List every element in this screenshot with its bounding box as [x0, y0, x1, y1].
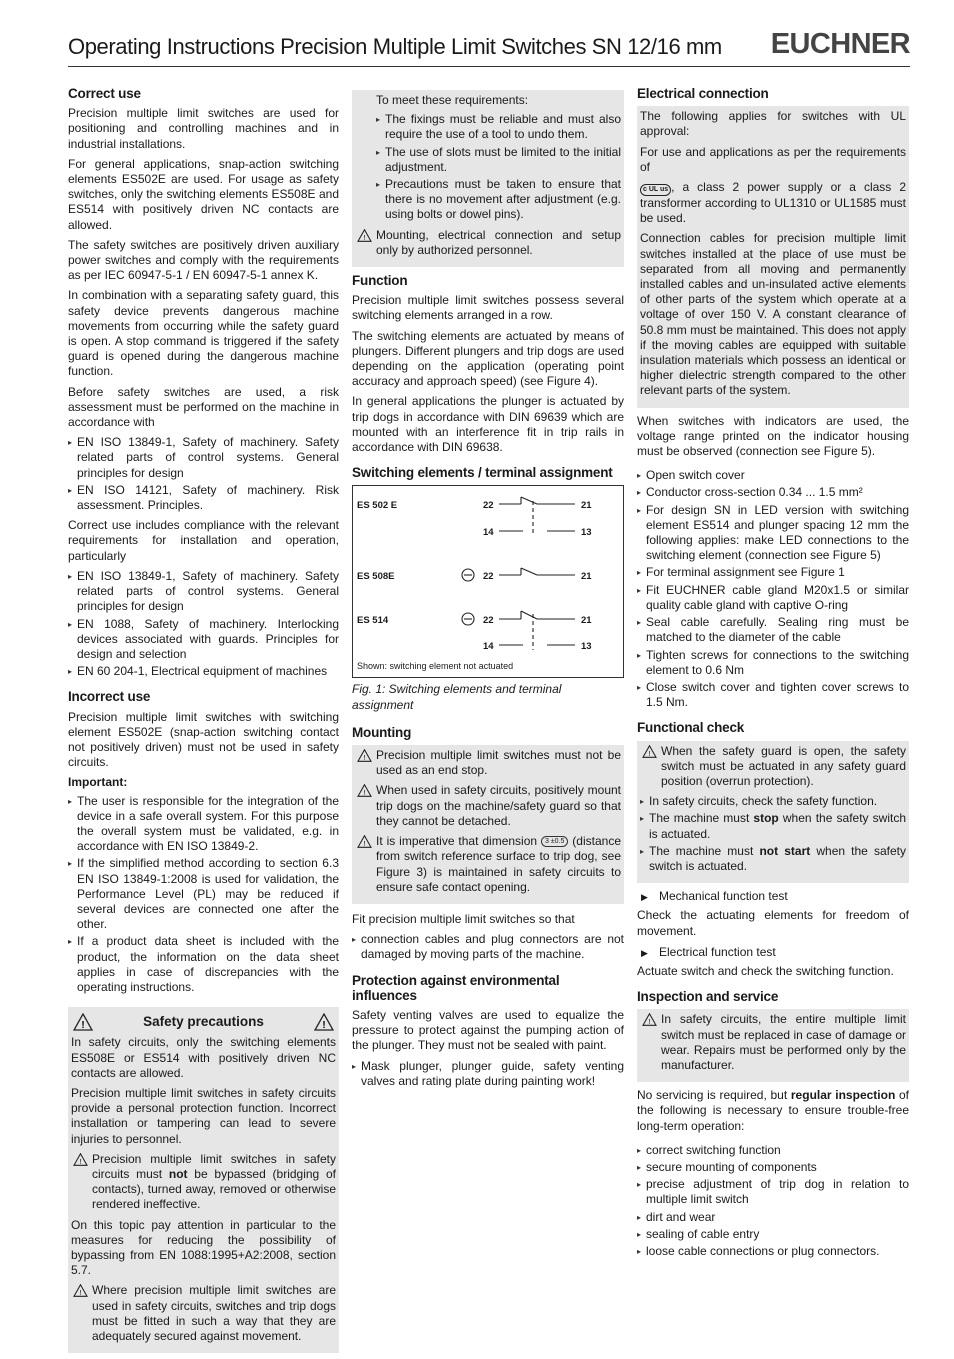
- requirements-intro: To meet these requirements:: [376, 93, 529, 107]
- warning-note: [71, 1152, 336, 1213]
- requirements-box: [352, 90, 624, 267]
- inspection-list: [637, 1143, 909, 1259]
- svg-text:!: !: [363, 232, 366, 242]
- electrical-list: [637, 468, 909, 710]
- paragraph: Correct use includes compliance with the relevant requirements for installation and operation, particularly: [68, 518, 339, 563]
- paragraph: Precision multiple limit switches with switching element ES502E (snap-action switching contact not positively driven) must not be used in safety circuits.: [68, 709, 339, 770]
- warning-icon: [73, 1153, 88, 1166]
- safety-precautions-box: [68, 1007, 339, 1353]
- paragraph: In general applications the plunger is actuated by trip dogs in accordance with DIN 69639 which are mounted with an interference fit in trip rails in accordance with DIN 69638.: [352, 394, 624, 455]
- list-item: ▸ EN 60 204-1, Electrical equipment of machines: [68, 664, 339, 679]
- list-item: ▸ Open switch cover: [637, 468, 909, 483]
- terminal-21: 21: [581, 571, 592, 583]
- list-emphasis: not start: [759, 843, 811, 858]
- warning-text: When the safety guard is open, the safety switch must be actuated in any safety guard position (overrun protection).: [661, 743, 906, 788]
- inspection-box: [637, 1009, 909, 1082]
- warning-text: Precision multiple limit switches must not be used as an end stop.: [376, 748, 621, 778]
- paragraph: Connection cables for precision multiple limit switches installed at the place of use must be separated from all moving and permanently installed cables and un-insulated active elements of other parts of the system which operate at a voltage of over 150 V. A constant clearance of 50.8 mm must be maintained. This does not apply if the moving cables are equipped with suitable insulation materials which possess an identical or higher dielectric strength compared to the other relevant parts of the system.: [640, 231, 906, 398]
- paragraph: In combination with a separating safety guard, this safety device prevents dangerous machine movements from occurring while the safety guard is open. A stop command is triggered if the safety guard is opened during the dangerous machine function.: [68, 288, 339, 379]
- paragraph-text: of the following is necessary to ensure trouble-free long-term operation:: [637, 1088, 909, 1133]
- paragraph: For use and applications as per the requirements of: [640, 144, 906, 174]
- list-text: The machine must: [649, 811, 754, 826]
- correct-use-heading: Correct use: [68, 86, 141, 101]
- list-item: ▸ In safety circuits, check the safety function.: [640, 794, 906, 809]
- list-item: ▸ connection cables and plug connectors are not damaged by moving parts of the machine.: [352, 932, 624, 962]
- euchner-logo: EUCHNER: [770, 28, 910, 60]
- terminal-13: 13: [581, 641, 592, 653]
- warning-text: Precision multiple limit switches in safety circuits must: [92, 1151, 336, 1181]
- terminal-14: 14: [483, 641, 494, 653]
- terminal-14: 14: [483, 527, 494, 539]
- paragraph: [640, 180, 906, 226]
- list-item: ▸ The user is responsible for the integration of the device in a safe overall system. For this purpose the overall system must be validated, e.g. in accordance with EN ISO 13849-2.: [68, 794, 339, 855]
- svg-text:!: !: [81, 1020, 85, 1032]
- warning-note: [640, 744, 906, 790]
- paragraph: In safety circuits, only the switching elements ES508E or ES514 with positively driven NC contacts are allowed.: [71, 1035, 336, 1080]
- svg-text:!: !: [648, 748, 651, 758]
- terminal-13: 13: [581, 527, 592, 539]
- list-emphasis: stop: [753, 811, 779, 826]
- list-item: ▸ loose cable connections or plug connectors.: [637, 1244, 909, 1259]
- terminal-21: 21: [581, 615, 592, 627]
- svg-text:!: !: [363, 752, 366, 762]
- functional-check-list: [640, 794, 906, 874]
- warning-note: [355, 783, 621, 829]
- paragraph: The following applies for switches with UL approval:: [640, 109, 906, 139]
- function-heading: Function: [352, 273, 408, 289]
- switching-diagram: [352, 485, 624, 678]
- list-item: ▸ correct switching function: [637, 1143, 909, 1158]
- list-item: ▸ Tighten screws for connections to the switching element to 0.6 Nm: [637, 648, 909, 678]
- column-middle: [352, 92, 624, 1099]
- warning-icon: [73, 1013, 93, 1031]
- functional-check-section: [637, 720, 909, 979]
- list-item: ▸ Mask plunger, plunger guide, safety venting valves and rating plate during painting work!: [352, 1059, 624, 1089]
- svg-text:!: !: [648, 1017, 651, 1027]
- es514-label: ES 514: [357, 615, 389, 627]
- warning-icon: [357, 749, 372, 762]
- terminal-22: 22: [483, 500, 494, 512]
- important-label: Important:: [68, 775, 128, 790]
- paragraph: When switches with indicators are used, the voltage range printed on the indicator housing must be observed (connection see Figure 5).: [637, 413, 909, 459]
- list-item: ▸ dirt and wear: [637, 1210, 909, 1225]
- column-right: [637, 86, 909, 1269]
- list-item: ▸ precise adjustment of trip dog in relation to multiple limit switch: [637, 1177, 909, 1207]
- important-list: [68, 794, 339, 996]
- warning-icon: [357, 835, 372, 848]
- warning-note: [355, 228, 621, 258]
- warning-text: When used in safety circuits, positively mount trip dogs on the machine/safety guard so that they cannot be detached.: [376, 783, 621, 828]
- list-item: ▸ secure mounting of components: [637, 1160, 909, 1175]
- electrical-section: [637, 86, 909, 710]
- list-item: ▸ The fixings must be reliable and must also require the use of a tool to undo them.: [376, 112, 621, 142]
- paragraph: For general applications, snap-action switching elements ES502E are used. For usage as safety switches, only the switching elements ES508E and ES514 with positively driven NC contacts are allowed.: [68, 156, 339, 232]
- protection-section: [352, 973, 624, 1089]
- list-item: ▸ The use of slots must be limited to the initial adjustment.: [376, 145, 621, 175]
- contact-schematic: [353, 486, 623, 661]
- electrical-heading: Electrical connection: [637, 86, 769, 101]
- warning-text: In safety circuits, the entire multiple limit switch must be replaced in case of damage or wear. Repairs must be performed only by the manufacturer.: [661, 1012, 906, 1072]
- warning-note: [640, 1012, 906, 1073]
- warning-text: be bypassed (bridging of contacts), turned away, removed or otherwise rendered ineffective.: [92, 1167, 336, 1212]
- paragraph: Safety venting valves are used to equalize the pressure to protect against the pumping action of the plunger. They must not be sealed with paint.: [352, 1007, 624, 1053]
- list-text: when the safety switch is actuated.: [649, 811, 906, 841]
- protection-heading: Protection against environmental influences: [352, 972, 560, 1003]
- dimension-symbol: 3 ±0.5: [541, 836, 568, 847]
- incorrect-use-section: [68, 689, 339, 995]
- paragraph: [637, 1088, 909, 1134]
- terminal-22: 22: [483, 571, 494, 583]
- svg-text:!: !: [79, 1288, 82, 1298]
- list-item: ▸ Seal cable carefully. Sealing ring must be matched to the diameter of the cable: [637, 615, 909, 645]
- protection-list: [352, 1059, 624, 1089]
- mounting-list: [352, 932, 624, 962]
- list-item: ▸ If the simplified method according to section 6.3 EN ISO 13849-1:2008 is used for validation, the Performance Level (PL) may be reduced if several devices are connected one after the other.: [68, 856, 339, 932]
- warning-text: (distance from switch reference surface to trip dog, see Figure 3) is maintained in safety circuits to ensure safe contact opening.: [376, 834, 621, 894]
- list-text: The machine must: [649, 843, 760, 858]
- list-item: ▸ Conductor cross-section 0.34 ... 1.5 mm²: [637, 485, 909, 500]
- inspection-section: [637, 989, 909, 1259]
- diagram-note: Shown: switching element not actuated: [357, 661, 514, 672]
- paragraph: On this topic pay attention in particular to the measures for reducing the possibility of bypassing from EN 1088:1995+A2:2008, section 5.7.: [71, 1217, 336, 1278]
- mechanical-test-step: ▶ Mechanical function test: [637, 889, 909, 904]
- list-item: ▸ Precautions must be taken to ensure that there is no movement after adjustment (e.g. using bolts or dowel pins).: [376, 177, 621, 223]
- requirements-list: [355, 112, 621, 222]
- es502e-label: ES 502 E: [357, 500, 398, 512]
- list-text: when the safety switch is actuated.: [649, 843, 907, 873]
- function-section: [352, 273, 624, 455]
- warning-icon: [642, 745, 657, 758]
- page-title: Operating Instructions Precision Multiple Limit Switches SN 12/16 mm: [68, 34, 722, 59]
- warning-text: Where precision multiple limit switches are used in safety circuits, switches and trip dogs must be fitted in such a way that they are adequately secured against movement.: [92, 1283, 336, 1344]
- ul-mark-icon: c UL us: [640, 184, 671, 196]
- terminal-22: 22: [483, 615, 494, 627]
- safety-precautions-header: [71, 1010, 336, 1035]
- terminal-21: 21: [581, 500, 592, 512]
- paragraph: Actuate switch and check the switching function.: [637, 963, 894, 978]
- warning-note: [355, 834, 621, 895]
- list-item: [640, 844, 906, 874]
- warning-text: Mounting, electrical connection and setup only by authorized personnel.: [376, 227, 621, 257]
- list-item: ▸ For terminal assignment see Figure 1: [637, 565, 909, 580]
- warning-icon: [357, 229, 372, 242]
- list-item: ▸ For design SN in LED version with switching element ES514 and plunger spacing 12 mm the following applies: make LED connections to the switching element (connection see Figure 5): [637, 503, 909, 564]
- paragraph: Precision multiple limit switches possess several switching elements arranged in a row.: [352, 293, 624, 323]
- svg-text:!: !: [79, 1156, 82, 1166]
- standards-list: [68, 569, 339, 679]
- warning-icon: [314, 1013, 334, 1031]
- warning-note: [355, 748, 621, 778]
- list-item: ▸ EN ISO 13849-1, Safety of machinery. Safety related parts of control systems. General principles for design: [68, 435, 339, 481]
- switching-heading: Switching elements / terminal assignment: [352, 465, 613, 481]
- svg-text:!: !: [322, 1020, 326, 1032]
- list-item: ▸ EN ISO 13849-1, Safety of machinery. Safety related parts of control systems. General principles for design: [68, 569, 339, 615]
- mounting-heading: Mounting: [352, 724, 412, 740]
- warning-text: It is imperative that dimension: [376, 834, 541, 849]
- paragraph: The switching elements are actuated by means of plungers. Different plungers and trip dogs are used depending on the application (operating point accuracy and approach speed) (see Figure 4).: [352, 328, 624, 389]
- switching-section: [352, 465, 624, 713]
- correct-use-section: [68, 86, 339, 679]
- paragraph: Check the actuating elements for freedom of movement.: [637, 908, 909, 938]
- ul-approval-box: [637, 106, 909, 407]
- svg-text:!: !: [363, 788, 366, 798]
- column-left: [68, 86, 339, 1359]
- safety-precautions-heading: Safety precautions: [143, 1014, 264, 1030]
- warning-emphasis: not: [168, 1167, 188, 1181]
- warning-icon: [73, 1284, 88, 1297]
- list-item: ▸ Fit EUCHNER cable gland M20x1.5 or similar quality cable gland with captive O-ring: [637, 583, 909, 613]
- list-item: ▸ EN 1088, Safety of machinery. Interlocking devices associated with guards. Principles for design and selection: [68, 617, 339, 663]
- functional-check-heading: Functional check: [637, 720, 745, 736]
- paragraph: Fit precision multiple limit switches so that: [352, 911, 575, 926]
- list-item: [640, 811, 906, 841]
- es508e-label: ES 508E: [357, 571, 395, 583]
- paragraph-text: No servicing is required, but: [637, 1088, 791, 1103]
- list-item: ▸ Close switch cover and tighten cover screws to 1.5 Nm.: [637, 680, 909, 710]
- warning-note: [71, 1283, 336, 1344]
- standards-list: [68, 435, 339, 513]
- warning-icon: [642, 1013, 657, 1026]
- figure-caption: Fig. 1: Switching elements and terminal assignment: [352, 682, 562, 712]
- mounting-warnings-box: [352, 745, 624, 904]
- paragraph: Precision multiple limit switches are used for positioning and controlling machines and in industrial installations.: [68, 106, 339, 151]
- list-item: ▸ EN ISO 14121, Safety of machinery. Risk assessment. Principles.: [68, 483, 339, 513]
- functional-check-box: [637, 741, 909, 884]
- warning-icon: [357, 784, 372, 797]
- paragraph: Precision multiple limit switches in safety circuits provide a personal protection function. Incorrect installation or tampering can lead to severe injuries to personnel.: [71, 1085, 336, 1146]
- page-header: [68, 26, 910, 67]
- paragraph: Before safety switches are used, a risk assessment must be performed on the machine in accordance with: [68, 384, 339, 430]
- svg-text:!: !: [363, 838, 366, 848]
- list-item: ▸ sealing of cable entry: [637, 1227, 909, 1242]
- electrical-test-step: ▶ Electrical function test: [637, 945, 909, 960]
- paragraph-emphasis: regular inspection: [790, 1088, 896, 1103]
- list-item: ▸ If a product data sheet is included with the product, the information on the data sheet applies in case of discrepancies with the operating instructions.: [68, 934, 339, 995]
- incorrect-use-heading: Incorrect use: [68, 689, 151, 705]
- paragraph-text: , a class 2 power supply or a class 2 transformer according to UL1310 or UL1585 must be used.: [640, 180, 906, 226]
- inspection-heading: Inspection and service: [637, 989, 779, 1005]
- mounting-section: [352, 725, 624, 963]
- paragraph: The safety switches are positively driven auxiliary power switches and comply with the requirements as per IEC 60947-5-1 / EN 60947-5-1 annex K.: [68, 237, 339, 283]
